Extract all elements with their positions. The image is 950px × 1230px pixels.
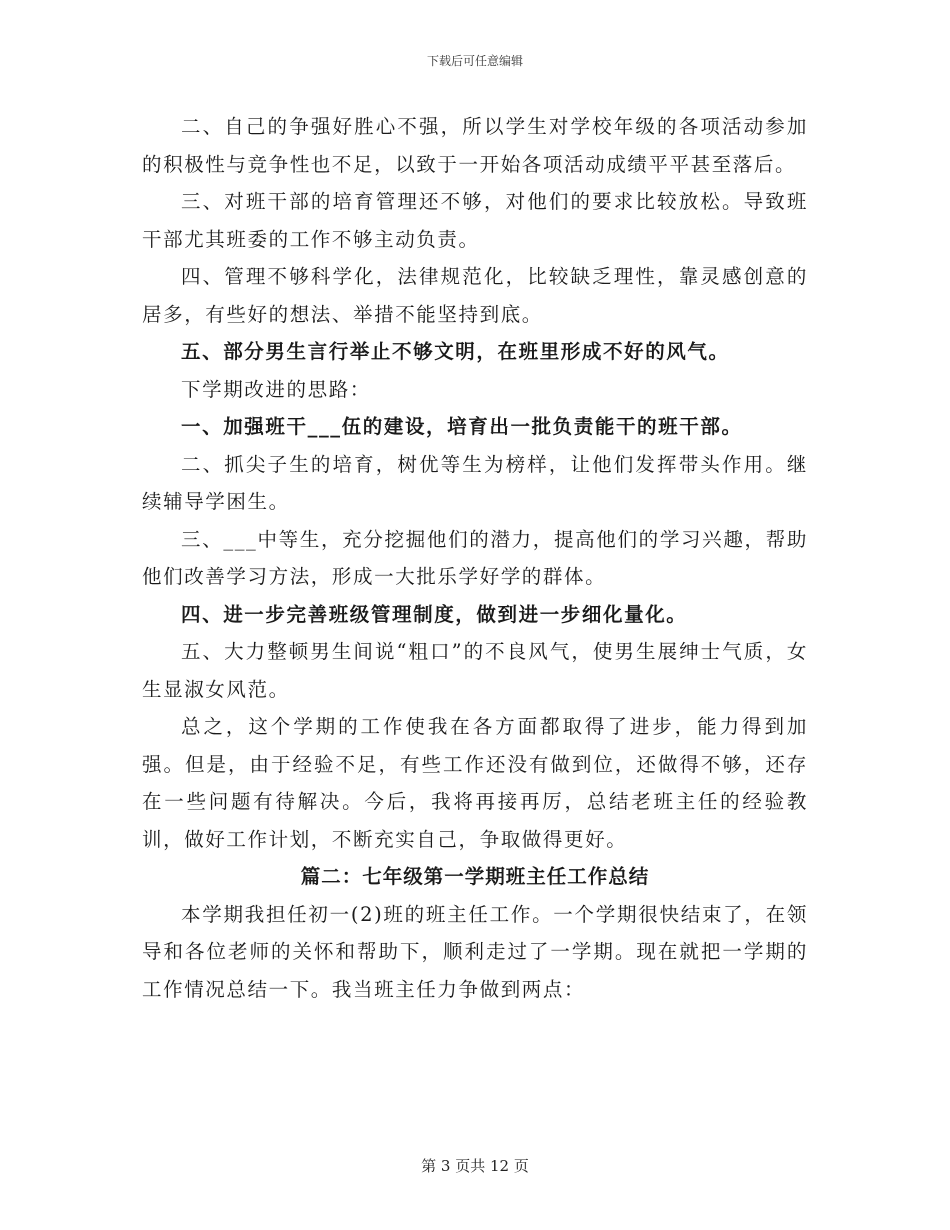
- section-title: 篇二：七年级第一学期班主任工作总结: [300, 865, 650, 888]
- improvement-heading: 下学期改进的思路：: [181, 377, 371, 401]
- improvement-item-5: 五、大力整顿男生间说“粗口”的不良风气，使男生展绅士气质，女生显淑女风范。: [142, 640, 808, 701]
- improvement-item-4: 四、进一步完善班级管理制度，做到进一步细化量化。: [181, 602, 688, 626]
- paragraph-2: 二、自己的争强好胜心不强，所以学生对学校年级的各项活动参加的积极性与竞争性也不足，以致于一开始各项活动成绩平平甚至落后。: [142, 115, 808, 176]
- improvement-item-1: 一、加强班干___伍的建设，培育出一批负责能干的班干部。: [181, 415, 743, 438]
- summary-paragraph: 总之，这个学期的工作使我在各方面都取得了进步，能力得到加强。但是，由于经验不足，有些工作还没有做到位，还做得不够，还存在一些问题有待解决。今后，我将再接再厉，总结老班主任的经验教训，做好工作计划，不断充实自己，争取做得更好。: [142, 715, 808, 851]
- page-header: 下载后可任意编辑: [426, 54, 523, 68]
- improvement-item-2: 二、抓尖子生的培育，树优等生为榜样，让他们发挥带头作用。继续辅导学困生。: [142, 452, 808, 513]
- paragraph-4: 四、管理不够科学化，法律规范化，比较缺乏理性，靠灵感创意的居多，有些好的想法、举措不能坚持到底。: [142, 265, 808, 326]
- section-intro-paragraph: 本学期我担任初一(2)班的班主任工作。一个学期很快结束了，在领导和各位老师的关怀和帮助下，顺利走过了一学期。现在就把一学期的工作情况总结一下。我当班主任力争做到两点：: [142, 902, 808, 1001]
- paragraph-3: 三、对班干部的培育管理还不够，对他们的要求比较放松。导致班干部尤其班委的工作不够主动负责。: [142, 190, 808, 251]
- document-body: [142, 108, 808, 1008]
- paragraph-5-bold: 五、部分男生言行举止不够文明，在班里形成不好的风气。: [181, 340, 730, 363]
- improvement-item-3: 三、___中等生，充分挖掘他们的潜力，提高他们的学习兴趣，帮助他们改善学习方法，形成一大批乐学好学的群体。: [142, 527, 808, 588]
- page-footer: 第 3 页共 12 页: [421, 1157, 529, 1175]
